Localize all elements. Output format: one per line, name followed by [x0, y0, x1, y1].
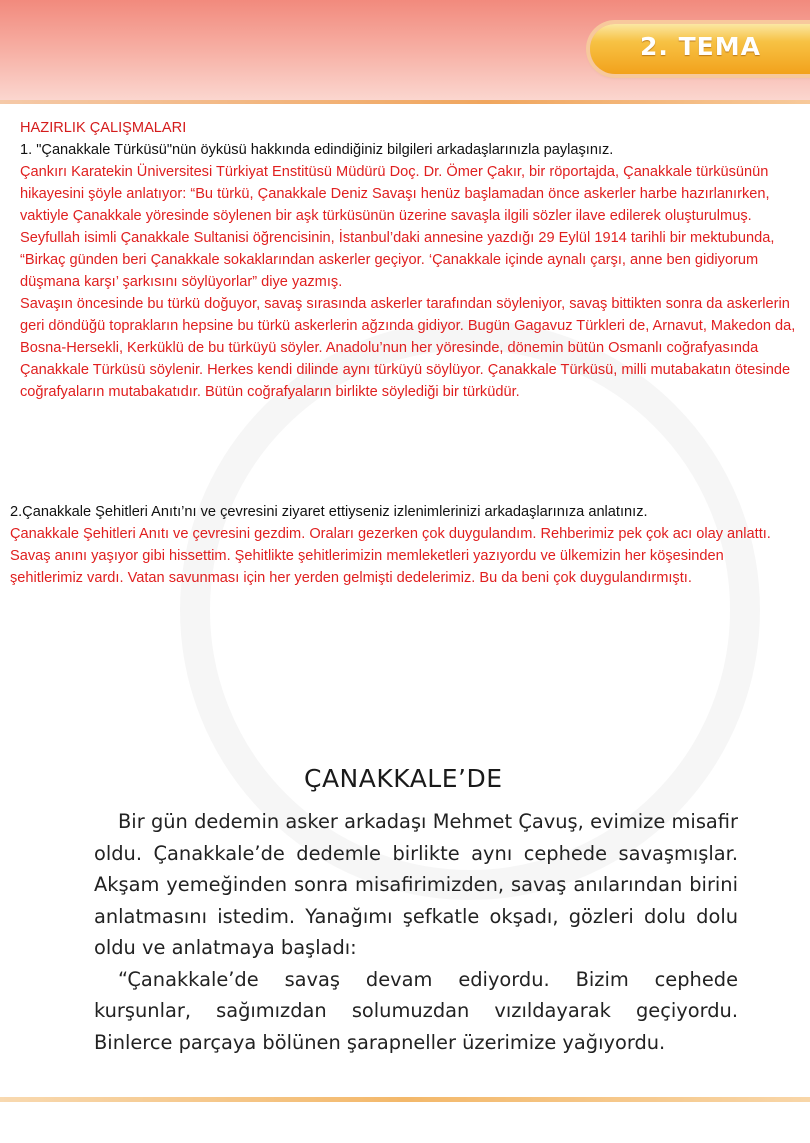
story-text — [94, 806, 738, 1058]
answer-1-paragraph-1: Çankırı Karatekin Üniversitesi Türkiyat Enstitüsü Müdürü Doç. Dr. Ömer Çakır, bir röportajda, Çanakkale türküsünün hikayesini şöyle anlatıyor: “Bu türkü, Çanakkale Deniz Savaşı henüz başlamadan önce askerler harbe hazırlanırken, vaktiyle Çanakkale yöresinde söylenen bir aşk türküsünün üzerine savaşla ilgili sözler ilave edilerek oluşturulmuş. Seyfullah isimli Çanakkale Sultanisi öğrencisinin, İstanbul’daki annesine yazdığı 29 Eylül 1914 tarihli bir mektubunda, “Birkaç günden beri Çanakkale sokaklarından askerler geçiyor. ‘Çanakkale içinde aynalı çarşı, anne ben gidiyorum düşmana karşı’ şarkısını söylüyorlar” diye yazmış. — [20, 164, 775, 290]
question-1: 1. "Çanakkale Türküsü"nün öyküsü hakkında edindiğiniz bilgileri arkadaşlarınızla paylaşınız. — [20, 142, 614, 158]
story-title: ÇANAKKALE’DE — [304, 764, 503, 793]
question-2: 2.Çanakkale Şehitleri Anıtı’nı ve çevresini ziyaret ettiyseniz izlenimlerinizi arkadaşlarınıza anlatınız. — [10, 504, 648, 520]
section-title: HAZIRLIK ÇALIŞMALARI — [20, 120, 187, 136]
tema-label: 2. TEMA — [640, 32, 761, 61]
preparation-section — [20, 117, 800, 403]
footer-divider — [0, 1097, 810, 1102]
header-divider — [0, 100, 810, 104]
question-2-block — [10, 501, 800, 589]
answer-1 — [20, 161, 800, 403]
answer-2: Çanakkale Şehitleri Anıtı ve çevresini gezdim. Oraları gezerken çok duygulandım. Rehberimiz pek çok acı olay anlattı. Savaş anını yaşıyor gibi hissettim. Şehitlikte şehitlerimizin memleketleri yazıyordu ve ülkemizin her köşesinden şehitlerimiz vardı. Vatan savunması için her yerden gelmişti dedelerimiz. Bu da beni çok duygulandırmıştı. — [10, 526, 771, 586]
answer-1-paragraph-2: Savaşın öncesinde bu türkü doğuyor, savaş sırasında askerler tarafından söyleniyor, savaş bittikten sonra da askerlerin geri döndüğü toprakların hepsine bu türkü askerlerin ağzında gidiyor. Bugün Gagavuz Türkleri de, Arnavut, Makedon da, Bosna-Hersekli, Kerküklü de bu türküyü söyler. Anadolu’nun her yöresinde, dönemin bütün Osmanlı coğrafyasında Çanakkale Türküsü söylenir. Herkes kendi dilinde aynı türküyü söylüyor. Çanakkale Türküsü, milli mutabakatın ötesinde coğrafyaların mutabakatıdır. Bütün coğrafyaların birlikte söylediği bir türküdür. — [20, 296, 796, 400]
story-paragraph-2: “Çanakkale’de savaş devam ediyordu. Bizim cephede kurşunlar, sağımızdan solumuzdan vızıldayarak geçiyordu. Binlerce parçaya bölünen şarapneller üzerimize yağıyordu. — [94, 967, 738, 1054]
story-paragraph-1: Bir gün dedemin asker arkadaşı Mehmet Çavuş, evimize misafir oldu. Çanakkale’de dedemle birlikte aynı cephede savaşmışlar. Akşam yemeğinden sonra misafirimizden, savaş anılarından birini anlatmasını istedim. Yanağımı şefkatle okşadı, gözleri dolu dolu oldu ve anlatmaya başladı: — [94, 810, 738, 959]
